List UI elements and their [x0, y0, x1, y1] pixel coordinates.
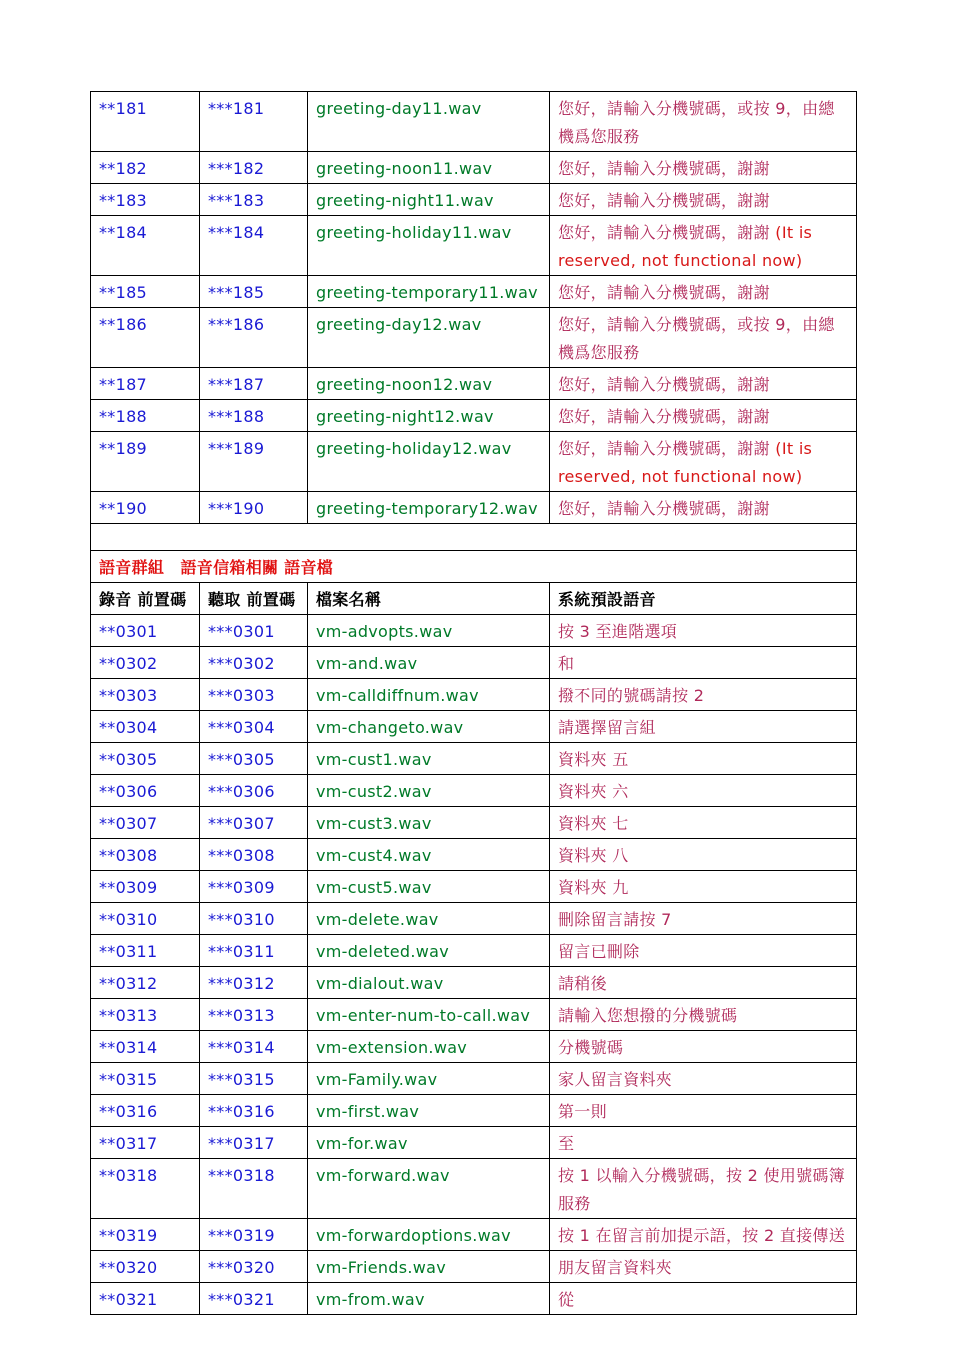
file-name-cell: greeting-day11.wav [308, 92, 550, 152]
prompt-text: 和 [558, 654, 575, 673]
file-name-cell: vm-extension.wav [308, 1031, 550, 1063]
record-prefix-cell: **0310 [91, 903, 200, 935]
listen-prefix-cell: ***0313 [200, 999, 308, 1031]
prompt-text: 您好，請輸入分機號碼，謝謝 [558, 283, 770, 302]
default-prompt-cell [550, 1251, 857, 1283]
listen-prefix-cell: ***181 [200, 92, 308, 152]
record-prefix-cell: **0313 [91, 999, 200, 1031]
default-prompt-cell [550, 1219, 857, 1251]
record-prefix-cell: **0312 [91, 967, 200, 999]
table-row [91, 152, 857, 184]
voicemail-rows [91, 615, 857, 1315]
prompt-text: 您好，請輸入分機號碼，謝謝 [558, 223, 776, 242]
listen-prefix-cell: ***0315 [200, 1063, 308, 1095]
file-name-cell: vm-cust1.wav [308, 743, 550, 775]
record-prefix-cell: **0308 [91, 839, 200, 871]
table-row [91, 1283, 857, 1315]
header-row [91, 583, 857, 615]
listen-prefix-cell: ***0306 [200, 775, 308, 807]
default-prompt-cell [550, 184, 857, 216]
default-prompt-cell [550, 839, 857, 871]
prompt-text: 資料夾 八 [558, 846, 629, 865]
table-row [91, 368, 857, 400]
default-prompt-cell [550, 1031, 857, 1063]
section-title-row [91, 551, 857, 583]
prompt-text: 資料夾 六 [558, 782, 629, 801]
table-row [91, 935, 857, 967]
record-prefix-cell: **182 [91, 152, 200, 184]
table-row [91, 839, 857, 871]
default-prompt-cell [550, 935, 857, 967]
header-record-prefix: 錄音 前置碼 [91, 583, 200, 615]
table-row [91, 432, 857, 492]
prompt-text: 按 1 以輸入分機號碼，按 2 使用號碼簿服務 [558, 1166, 846, 1213]
prompt-text: 請選擇留言組 [558, 718, 656, 737]
prompt-text: 您好，請輸入分機號碼，或按 9，由總機爲您服務 [558, 315, 835, 362]
default-prompt-cell [550, 967, 857, 999]
default-prompt-cell [550, 1127, 857, 1159]
prompt-text: 留言已刪除 [558, 942, 640, 961]
table-row [91, 807, 857, 839]
default-prompt-cell [550, 679, 857, 711]
record-prefix-cell: **0317 [91, 1127, 200, 1159]
table-row [91, 92, 857, 152]
listen-prefix-cell: ***0307 [200, 807, 308, 839]
record-prefix-cell: **190 [91, 492, 200, 524]
file-name-cell: greeting-holiday12.wav [308, 432, 550, 492]
listen-prefix-cell: ***0303 [200, 679, 308, 711]
listen-prefix-cell: ***190 [200, 492, 308, 524]
prompt-text: 您好，請輸入分機號碼，謝謝 [558, 191, 770, 210]
file-name-cell: greeting-night11.wav [308, 184, 550, 216]
default-prompt-cell [550, 92, 857, 152]
record-prefix-cell: **0311 [91, 935, 200, 967]
default-prompt-cell [550, 711, 857, 743]
record-prefix-cell: **0320 [91, 1251, 200, 1283]
record-prefix-cell: **0303 [91, 679, 200, 711]
record-prefix-cell: **0305 [91, 743, 200, 775]
table-row [91, 276, 857, 308]
default-prompt-cell [550, 903, 857, 935]
default-prompt-cell [550, 1159, 857, 1219]
file-name-cell: vm-cust2.wav [308, 775, 550, 807]
prompt-table [90, 91, 857, 1315]
table-row [91, 1159, 857, 1219]
prompt-text: 家人留言資料夾 [558, 1070, 673, 1089]
table-row [91, 1063, 857, 1095]
listen-prefix-cell: ***0314 [200, 1031, 308, 1063]
default-prompt-cell [550, 999, 857, 1031]
table-row [91, 679, 857, 711]
table-row [91, 216, 857, 276]
file-name-cell: vm-changeto.wav [308, 711, 550, 743]
file-name-cell: vm-first.wav [308, 1095, 550, 1127]
header-file-name: 檔案名稱 [308, 583, 550, 615]
record-prefix-cell: **0302 [91, 647, 200, 679]
record-prefix-cell: **0315 [91, 1063, 200, 1095]
table-row [91, 647, 857, 679]
prompt-text: 至 [558, 1134, 575, 1153]
file-name-cell: vm-advopts.wav [308, 615, 550, 647]
listen-prefix-cell: ***0319 [200, 1219, 308, 1251]
record-prefix-cell: **0306 [91, 775, 200, 807]
section-title: 語音群組 語音信箱相關 語音檔 [91, 551, 857, 583]
header-default-prompt: 系統預設語音 [550, 583, 857, 615]
file-name-cell: vm-Family.wav [308, 1063, 550, 1095]
prompt-text: 您好，請輸入分機號碼，謝謝 [558, 499, 770, 518]
record-prefix-cell: **189 [91, 432, 200, 492]
file-name-cell: vm-forwardoptions.wav [308, 1219, 550, 1251]
listen-prefix-cell: ***0311 [200, 935, 308, 967]
default-prompt-cell [550, 432, 857, 492]
file-name-cell: greeting-night12.wav [308, 400, 550, 432]
prompt-text: 按 1 在留言前加提示語，按 2 直接傳送 [558, 1226, 846, 1245]
table-row [91, 743, 857, 775]
prompt-text: 朋友留言資料夾 [558, 1258, 673, 1277]
default-prompt-cell [550, 492, 857, 524]
file-name-cell: greeting-temporary12.wav [308, 492, 550, 524]
record-prefix-cell: **0309 [91, 871, 200, 903]
file-name-cell: vm-Friends.wav [308, 1251, 550, 1283]
table-row [91, 492, 857, 524]
prompt-text: 撥不同的號碼請按 2 [558, 686, 705, 705]
listen-prefix-cell: ***186 [200, 308, 308, 368]
file-name-cell: vm-forward.wav [308, 1159, 550, 1219]
listen-prefix-cell: ***183 [200, 184, 308, 216]
file-name-cell: vm-enter-num-to-call.wav [308, 999, 550, 1031]
prompt-text: 您好，請輸入分機號碼，謝謝 [558, 407, 770, 426]
spacer-row [91, 524, 857, 551]
prompt-text: 從 [558, 1290, 575, 1309]
listen-prefix-cell: ***0304 [200, 711, 308, 743]
listen-prefix-cell: ***188 [200, 400, 308, 432]
record-prefix-cell: **184 [91, 216, 200, 276]
file-name-cell: vm-cust3.wav [308, 807, 550, 839]
record-prefix-cell: **0316 [91, 1095, 200, 1127]
file-name-cell: vm-dialout.wav [308, 967, 550, 999]
file-name-cell: vm-from.wav [308, 1283, 550, 1315]
default-prompt-cell [550, 871, 857, 903]
record-prefix-cell: **186 [91, 308, 200, 368]
reserved-note: (It is reserved, not functional now) [558, 223, 813, 270]
default-prompt-cell [550, 308, 857, 368]
file-name-cell: vm-for.wav [308, 1127, 550, 1159]
table-row [91, 871, 857, 903]
default-prompt-cell [550, 1063, 857, 1095]
default-prompt-cell [550, 152, 857, 184]
prompt-text: 按 3 至進階選項 [558, 622, 678, 641]
greeting-rows [91, 92, 857, 524]
table-row [91, 1095, 857, 1127]
record-prefix-cell: **0319 [91, 1219, 200, 1251]
listen-prefix-cell: ***0317 [200, 1127, 308, 1159]
file-name-cell: greeting-noon12.wav [308, 368, 550, 400]
default-prompt-cell [550, 276, 857, 308]
table-row [91, 400, 857, 432]
default-prompt-cell [550, 615, 857, 647]
section-block [91, 524, 857, 615]
record-prefix-cell: **0318 [91, 1159, 200, 1219]
record-prefix-cell: **188 [91, 400, 200, 432]
table-row [91, 775, 857, 807]
listen-prefix-cell: ***185 [200, 276, 308, 308]
prompt-text: 您好，請輸入分機號碼，謝謝 [558, 439, 776, 458]
file-name-cell: vm-deleted.wav [308, 935, 550, 967]
listen-prefix-cell: ***0308 [200, 839, 308, 871]
spacer-cell [91, 524, 857, 551]
record-prefix-cell: **0304 [91, 711, 200, 743]
table-row [91, 1031, 857, 1063]
listen-prefix-cell: ***0305 [200, 743, 308, 775]
default-prompt-cell [550, 743, 857, 775]
table-row [91, 1127, 857, 1159]
default-prompt-cell [550, 368, 857, 400]
prompt-text: 資料夾 九 [558, 878, 629, 897]
listen-prefix-cell: ***182 [200, 152, 308, 184]
table-row [91, 1219, 857, 1251]
listen-prefix-cell: ***0302 [200, 647, 308, 679]
listen-prefix-cell: ***0310 [200, 903, 308, 935]
table-row [91, 999, 857, 1031]
record-prefix-cell: **187 [91, 368, 200, 400]
prompt-text: 您好，請輸入分機號碼，謝謝 [558, 375, 770, 394]
listen-prefix-cell: ***0318 [200, 1159, 308, 1219]
listen-prefix-cell: ***184 [200, 216, 308, 276]
file-name-cell: greeting-holiday11.wav [308, 216, 550, 276]
file-name-cell: greeting-noon11.wav [308, 152, 550, 184]
table-row [91, 615, 857, 647]
table-row [91, 967, 857, 999]
record-prefix-cell: **0307 [91, 807, 200, 839]
prompt-text: 刪除留言請按 7 [558, 910, 672, 929]
prompt-text: 第一則 [558, 1102, 607, 1121]
prompt-text: 分機號碼 [558, 1038, 624, 1057]
record-prefix-cell: **181 [91, 92, 200, 152]
prompt-text: 您好，請輸入分機號碼，或按 9，由總機爲您服務 [558, 99, 835, 146]
prompt-text: 資料夾 五 [558, 750, 629, 769]
default-prompt-cell [550, 1283, 857, 1315]
listen-prefix-cell: ***0321 [200, 1283, 308, 1315]
prompt-text: 您好，請輸入分機號碼，謝謝 [558, 159, 770, 178]
file-name-cell: greeting-day12.wav [308, 308, 550, 368]
file-name-cell: vm-cust4.wav [308, 839, 550, 871]
listen-prefix-cell: ***0316 [200, 1095, 308, 1127]
table-row [91, 1251, 857, 1283]
record-prefix-cell: **183 [91, 184, 200, 216]
prompt-text: 請輸入您想撥的分機號碼 [558, 1006, 738, 1025]
table-row [91, 184, 857, 216]
listen-prefix-cell: ***0309 [200, 871, 308, 903]
prompt-text: 請稍後 [558, 974, 607, 993]
header-listen-prefix: 聽取 前置碼 [200, 583, 308, 615]
listen-prefix-cell: ***0312 [200, 967, 308, 999]
file-name-cell: vm-delete.wav [308, 903, 550, 935]
listen-prefix-cell: ***0320 [200, 1251, 308, 1283]
file-name-cell: vm-cust5.wav [308, 871, 550, 903]
file-name-cell: vm-and.wav [308, 647, 550, 679]
default-prompt-cell [550, 1095, 857, 1127]
prompt-text: 資料夾 七 [558, 814, 629, 833]
table-row [91, 903, 857, 935]
record-prefix-cell: **0301 [91, 615, 200, 647]
default-prompt-cell [550, 647, 857, 679]
file-name-cell: greeting-temporary11.wav [308, 276, 550, 308]
listen-prefix-cell: ***187 [200, 368, 308, 400]
record-prefix-cell: **185 [91, 276, 200, 308]
reserved-note: (It is reserved, not functional now) [558, 439, 813, 486]
default-prompt-cell [550, 807, 857, 839]
listen-prefix-cell: ***0301 [200, 615, 308, 647]
table-row [91, 711, 857, 743]
table-row [91, 308, 857, 368]
listen-prefix-cell: ***189 [200, 432, 308, 492]
default-prompt-cell [550, 400, 857, 432]
file-name-cell: vm-calldiffnum.wav [308, 679, 550, 711]
record-prefix-cell: **0314 [91, 1031, 200, 1063]
default-prompt-cell [550, 775, 857, 807]
record-prefix-cell: **0321 [91, 1283, 200, 1315]
default-prompt-cell [550, 216, 857, 276]
